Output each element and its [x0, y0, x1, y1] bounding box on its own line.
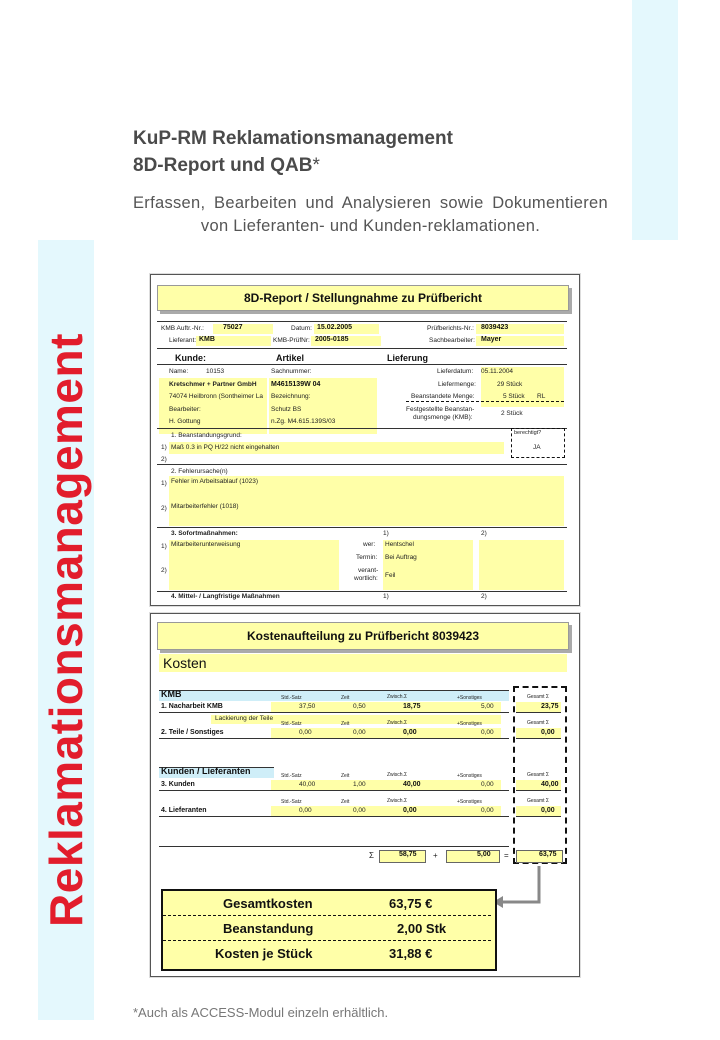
bezeichnung-value: Schutz BS	[271, 406, 302, 413]
sec3-item1: Mitarbeiterunterweisung	[171, 541, 241, 548]
col-zeit-head: Zeit	[341, 721, 350, 727]
top-accent-band	[632, 0, 678, 240]
group-kmb: KMB	[161, 689, 182, 699]
liefermenge-value: 29 Stück	[497, 381, 523, 388]
cost-row-stdsatz: 0,00	[299, 729, 312, 736]
sec2-item1: Fehler im Arbeitsablauf (1023)	[171, 478, 259, 485]
cost-row-label: 3. Kunden	[161, 781, 195, 788]
col-sonst-head: +Sonstiges	[457, 773, 482, 779]
cost-row-note: Lackierung der Teile	[215, 715, 274, 722]
costs-screenshot	[150, 613, 580, 977]
beanstandung-label: Beanstandung	[223, 921, 314, 936]
cost-row-sonst: 5,00	[481, 703, 494, 710]
sec2-num1: 1)	[161, 480, 167, 487]
col-zwisch-head: Zwisch.Σ	[387, 694, 408, 700]
row-underline	[159, 816, 509, 817]
subtitle-asterisk: *	[312, 155, 320, 176]
pruefnr-value: 2005-0185	[315, 336, 349, 343]
sec2-item2: Mitarbeiterfehler (1018)	[171, 503, 239, 510]
cost-row-gesamt: 40,00	[541, 781, 559, 788]
bezeichnung-label: Bezeichnung:	[271, 393, 311, 400]
row-gesamt-underline	[516, 712, 561, 713]
beanst-menge-value: 5 Stück	[503, 393, 525, 400]
datum-label: Datum:	[291, 325, 312, 332]
row-underline	[159, 790, 509, 791]
festgestellt-value: 2 Stück	[501, 410, 523, 417]
cost-row-sonst: 0,00	[481, 807, 494, 814]
sum-sigma: Σ	[369, 851, 374, 860]
footnote: *Auch als ACCESS-Modul einzeln erhältlich.	[133, 1005, 389, 1020]
sachnummer-value: M4615139W 04	[271, 381, 321, 388]
sec3-num1: 1)	[161, 543, 167, 550]
bearbeiter-value: H. Gottung	[169, 418, 201, 425]
col-sonst-head: +Sonstiges	[457, 799, 482, 805]
pruefbericht-label: Prüfberichts-Nr.:	[427, 325, 474, 332]
sec2-title: 2. Fehlerursache(n)	[171, 468, 228, 475]
subtitle-text: 8D-Report und QAB	[133, 155, 313, 176]
col-zeit-head: Zeit	[341, 695, 350, 701]
verant-label1: verant-	[358, 567, 379, 574]
verant-value: Feil	[385, 572, 396, 579]
sec3-num2-head: 2)	[481, 530, 487, 537]
cost-row-stdsatz: 40,00	[299, 781, 316, 788]
col-zwisch-head: Zwisch.Σ	[387, 720, 408, 726]
sum-eq: =	[504, 851, 509, 860]
col-stdsatz-head: Std.-Satz	[281, 721, 302, 727]
sec3-num1-head: 1)	[383, 530, 389, 537]
wer-value: Hentschel	[385, 541, 414, 548]
datum-value: 15.02.2005	[317, 324, 353, 331]
cost-row-zwisch: 40,00	[403, 781, 421, 788]
pruefnr-label: KMB-PrüfNr:	[273, 337, 310, 344]
cost-row-zeit: 0,00	[353, 807, 366, 814]
summary-box	[161, 889, 497, 971]
name-label: Name:	[169, 368, 189, 375]
sec4-title: 4. Mittel- / Langfristige Maßnahmen	[171, 593, 280, 600]
col-stdsatz-head: Std.-Satz	[281, 799, 302, 805]
row-underline	[159, 712, 509, 713]
bearbeiter-label: Bearbeiter:	[169, 406, 201, 413]
sum-sonst: 5,00	[477, 851, 491, 858]
adresse: 74074 Heilbronn (Sontheimer La	[169, 393, 263, 400]
sum-gesamt: 63,75	[539, 851, 557, 858]
kosten-stueck-label: Kosten je Stück	[215, 946, 313, 961]
row-gesamt-underline	[516, 790, 561, 791]
cost-row-zwisch: 0,00	[403, 807, 417, 814]
festgestellt-line2: dungsmenge (KMB):	[413, 414, 473, 421]
col-gesamt-head: Gesamt Σ	[527, 694, 549, 700]
costs-title: Kostenaufteilung zu Prüfbericht 8039423	[157, 622, 569, 650]
cost-row-label: 4. Lieferanten	[161, 807, 207, 814]
gesamtkosten-label: Gesamtkosten	[223, 896, 313, 911]
sec4-num2: 2)	[481, 593, 487, 600]
verant-label2: wortlich:	[354, 575, 378, 582]
lieferant-value: KMB	[199, 336, 215, 343]
sec1-title: 1. Beanstandungsgrund:	[171, 432, 242, 439]
group-kunden: Kunden / Lieferanten	[161, 766, 251, 776]
sec1-num1: 1)	[161, 444, 167, 451]
col-gesamt-head: Gesamt Σ	[527, 798, 549, 804]
report-screenshot	[150, 274, 580, 606]
col-gesamt-head: Gesamt Σ	[527, 772, 549, 778]
cost-row-gesamt: 0,00	[541, 729, 555, 736]
page-subtitle	[133, 155, 320, 177]
zeichnung: n.Zg. M4.615.139S/03	[271, 418, 336, 425]
gesamtkosten-value: 63,75 €	[389, 896, 433, 911]
liefermenge-label: Liefermenge:	[438, 381, 476, 388]
cost-row-gesamt: 23,75	[541, 703, 559, 710]
kmb-auftr-label: KMB Auftr.-Nr.:	[161, 325, 204, 332]
sachbearbeiter-value: Mayer	[481, 336, 502, 343]
sec4-num1: 1)	[383, 593, 389, 600]
cost-row-zeit: 0,00	[353, 729, 366, 736]
row-gesamt-underline	[516, 738, 561, 739]
sum-zwisch: 58,75	[399, 851, 417, 858]
berechtigt-label: berechtigt?	[514, 430, 542, 436]
page-description: Erfassen, Bearbeiten und Analysieren sowie Dokumentieren von Lieferanten- und Kunden-reklamationen.	[133, 194, 608, 235]
firma: Kretschmer + Partner GmbH	[169, 381, 257, 388]
col-kunde: Kunde:	[175, 353, 206, 363]
col-artikel: Artikel	[276, 353, 305, 363]
col-sonst-head: +Sonstiges	[457, 721, 482, 727]
rl-value: RL	[537, 393, 546, 400]
cost-row-sonst: 0,00	[481, 729, 494, 736]
col-zeit-head: Zeit	[341, 773, 350, 779]
cost-row-sonst: 0,00	[481, 781, 494, 788]
cost-row-label: 1. Nacharbeit KMB	[161, 703, 223, 710]
lieferdatum-value: 05.11.2004	[481, 368, 514, 375]
report-title: 8D-Report / Stellungnahme zu Prüfbericht	[157, 285, 569, 311]
kosten-stueck-value: 31,88 €	[389, 946, 433, 961]
wer-label: wer:	[363, 541, 376, 548]
cost-row-gesamt: 0,00	[541, 807, 555, 814]
name-value: 10153	[206, 368, 225, 375]
col-zwisch-head: Zwisch.Σ	[387, 798, 408, 804]
sec2-num2: 2)	[161, 505, 167, 512]
sum-plus: +	[433, 851, 438, 860]
costs-heading: Kosten	[163, 655, 207, 671]
sec3-num2: 2)	[161, 567, 167, 574]
col-zwisch-head: Zwisch.Σ	[387, 772, 408, 778]
sachnummer-label: Sachnummer:	[271, 368, 312, 375]
arrow-icon	[491, 864, 551, 909]
cost-row-label: 2. Teile / Sonstiges	[161, 729, 224, 736]
sec1-num2: 2)	[161, 456, 167, 463]
festgestellt-line1: Festgestellte Beanstan-	[406, 406, 475, 413]
cost-row-stdsatz: 0,00	[299, 807, 312, 814]
beanst-menge-label: Beanstandete Menge:	[411, 393, 475, 400]
pruefbericht-value: 8039423	[481, 324, 509, 331]
sidebar-title: Reklamationsmanagement	[40, 333, 92, 927]
cost-row-zeit: 1,00	[353, 781, 366, 788]
col-sonst-head: +Sonstiges	[457, 695, 482, 701]
sec3-title: 3. Sofortmaßnahmen:	[171, 530, 238, 537]
cost-row-zwisch: 18,75	[403, 703, 421, 710]
berechtigt-value: JA	[533, 444, 541, 451]
sachbearbeiter-label: Sachbearbeiter:	[429, 337, 475, 344]
col-lieferung: Lieferung	[387, 353, 429, 363]
col-stdsatz-head: Std.-Satz	[281, 695, 302, 701]
lieferant-label: Lieferant:	[169, 337, 197, 344]
row-gesamt-underline	[516, 816, 561, 817]
cost-row-zeit: 0,50	[353, 703, 366, 710]
page-title: KuP-RM Reklamationsmanagement	[133, 128, 453, 149]
row-underline	[159, 738, 509, 739]
col-zeit-head: Zeit	[341, 799, 350, 805]
sec1-item1: Maß 0.3 in PQ H/22 nicht eingehalten	[171, 444, 280, 451]
beanstandung-value: 2,00 Stk	[397, 921, 447, 936]
col-stdsatz-head: Std.-Satz	[281, 773, 302, 779]
termin-value: Bei Auftrag	[385, 554, 417, 561]
kmb-auftr-value: 75027	[223, 324, 243, 331]
cost-row-stdsatz: 37,50	[299, 703, 316, 710]
lieferdatum-label: Lieferdatum:	[437, 368, 474, 375]
col-gesamt-head: Gesamt Σ	[527, 720, 549, 726]
cost-row-zwisch: 0,00	[403, 729, 417, 736]
termin-label: Termin:	[356, 554, 378, 561]
